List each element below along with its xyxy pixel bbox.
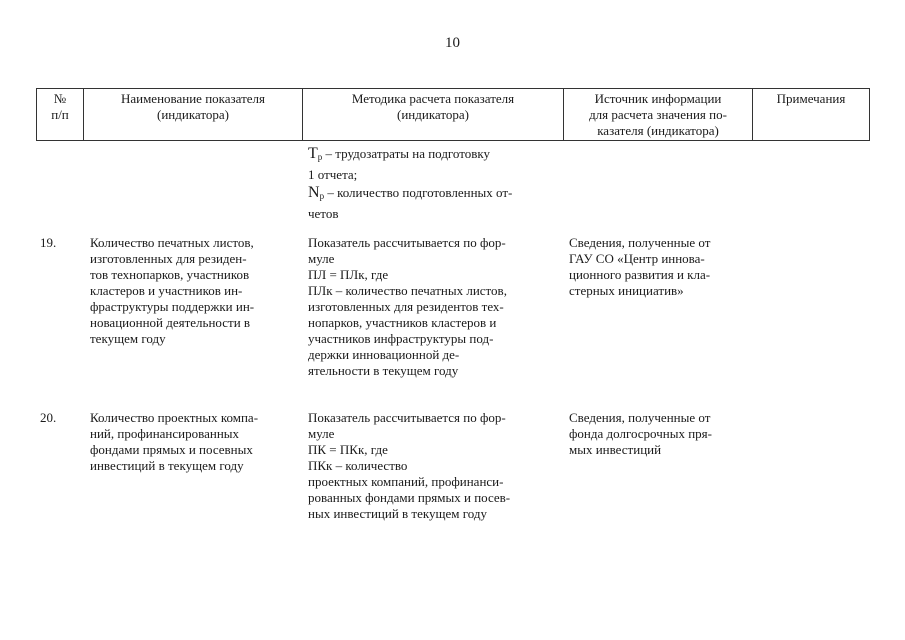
- header-line: №: [53, 91, 67, 106]
- text-line: инвестиций в текущем году: [90, 458, 244, 473]
- text-line: ционного развития и кла-: [569, 267, 711, 282]
- text-line: проектных компаний, профинанси-: [308, 474, 504, 489]
- table-header: [36, 88, 870, 141]
- header-line: казателя (индикатора): [597, 123, 719, 138]
- header-line: для расчета значения по-: [589, 107, 727, 122]
- text-line: участников инфраструктуры под-: [308, 331, 494, 346]
- header-line: (индикатора): [157, 107, 229, 122]
- header-line: п/п: [51, 107, 69, 122]
- text-line: ГАУ СО «Центр иннова-: [569, 251, 705, 266]
- row-number: 20.: [40, 410, 57, 425]
- header-source: [564, 91, 752, 139]
- text-line: ПКк – количество: [308, 458, 408, 473]
- continuation-line: 1 отчета;: [308, 167, 358, 182]
- text-line: Сведения, полученные от: [569, 410, 711, 425]
- text-line: держки инновационной де-: [308, 347, 460, 362]
- text-line: кластеров и участников ин-: [90, 283, 243, 298]
- text-line: новационной деятельности в: [90, 315, 251, 330]
- text-line: муле: [308, 251, 335, 266]
- text-line: рованных фондами прямых и посев-: [308, 490, 511, 505]
- indicator-name: [90, 410, 295, 474]
- formula-symbol: N: [308, 184, 320, 201]
- text-line: Показатель рассчитывается по фор-: [308, 235, 506, 250]
- continuation-line: [308, 184, 558, 205]
- text-line: ПЛ = ПЛк, где: [308, 267, 389, 282]
- formula-subscript: p: [319, 191, 325, 201]
- header-line: Наименование показателя: [120, 91, 266, 106]
- header-line: Примечания: [776, 91, 846, 106]
- text-line: муле: [308, 426, 335, 441]
- header-line: Методика расчета показателя: [351, 91, 515, 106]
- information-source: [569, 410, 749, 458]
- text-line: Количество печатных листов,: [90, 235, 254, 250]
- formula-subscript: р: [317, 152, 323, 162]
- text-line: текущем году: [90, 331, 166, 346]
- continuation-line: четов: [308, 206, 339, 221]
- formula-description: – количество подготовленных от-: [324, 185, 513, 200]
- information-source: [569, 235, 749, 299]
- header-indicator-name: [84, 91, 302, 123]
- row-number: 19.: [40, 235, 57, 250]
- formula-symbol: Т: [308, 145, 318, 162]
- text-line: фондами прямых и посевных: [90, 442, 253, 457]
- text-line: изготовленных для резиден-: [90, 251, 247, 266]
- text-line: тов технопарков, участников: [90, 267, 250, 282]
- calculation-method: [308, 235, 558, 379]
- text-line: ных инвестиций в текущем году: [308, 506, 488, 521]
- calculation-method: [308, 410, 558, 522]
- text-line: Сведения, полученные от: [569, 235, 711, 250]
- text-line: ПК = ПКк, где: [308, 442, 388, 457]
- header-number: [37, 91, 83, 123]
- text-line: нопарков, участников кластеров и: [308, 315, 497, 330]
- continuation-line: [308, 145, 558, 166]
- text-line: фраструктуры поддержки ин-: [90, 299, 255, 314]
- continuation-text: [308, 145, 558, 223]
- header-line: Источник информации: [594, 91, 722, 106]
- text-line: ятельности в текущем году: [308, 363, 459, 378]
- text-line: стерных инициатив»: [569, 283, 684, 298]
- text-line: фонда долгосрочных пря-: [569, 426, 712, 441]
- text-line: ний, профинансированных: [90, 426, 240, 441]
- text-line: изготовленных для резидентов тех-: [308, 299, 504, 314]
- text-line: ПЛк – количество печатных листов,: [308, 283, 507, 298]
- header-line: (индикатора): [397, 107, 469, 122]
- text-line: Количество проектных компа-: [90, 410, 259, 425]
- text-line: Показатель рассчитывается по фор-: [308, 410, 506, 425]
- text-line: мых инвестиций: [569, 442, 662, 457]
- header-method: [303, 91, 563, 123]
- indicator-name: [90, 235, 295, 347]
- formula-description: – трудозатраты на подготовку: [322, 146, 491, 161]
- header-notes: [753, 91, 869, 107]
- page-number: 10: [445, 35, 460, 51]
